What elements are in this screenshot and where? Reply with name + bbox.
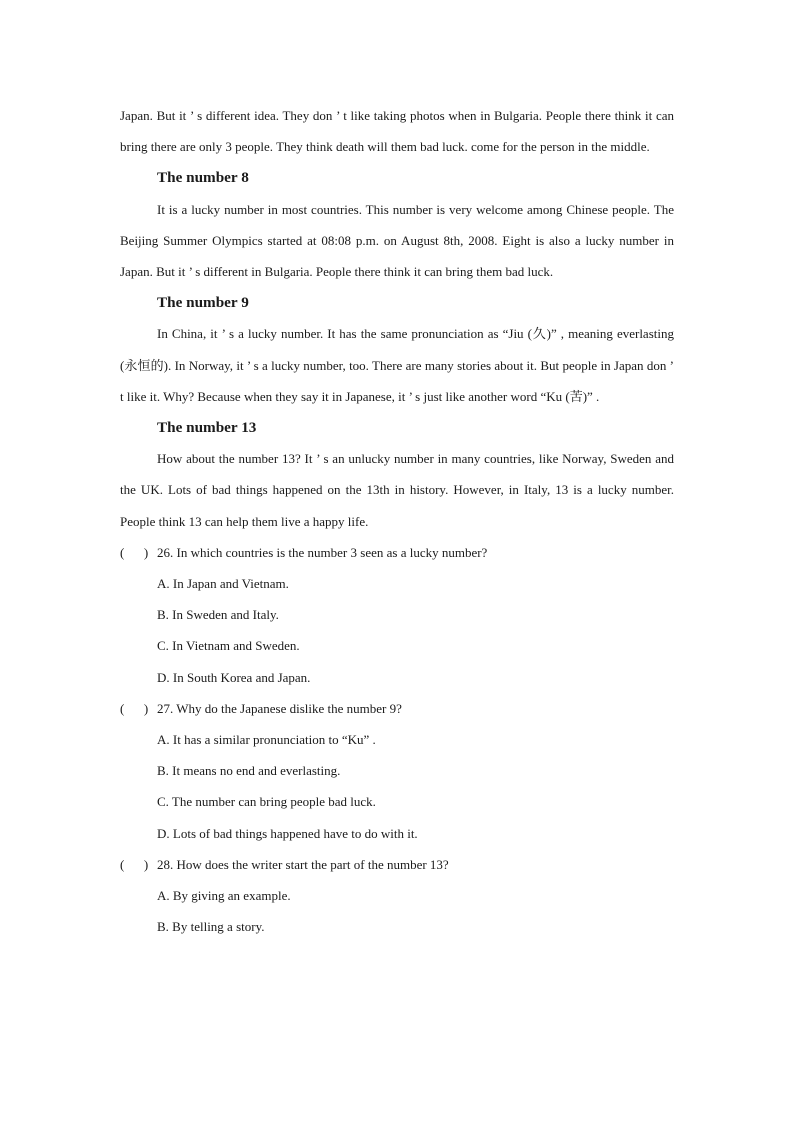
question-28-option-a: A. By giving an example. [157, 888, 291, 904]
question-28-option-b: B. By telling a story. [157, 919, 265, 935]
question-27 [120, 693, 674, 724]
question-text: 27. Why do the Japanese dislike the number 9? [157, 700, 402, 716]
answer-blank[interactable]: ( ) [120, 856, 149, 872]
question-27-option-b: B. It means no end and everlasting. [157, 763, 341, 779]
section-paragraph-number-9: In China, it ’ s a lucky number. It has the same pronunciation as “Jiu (久)” , meaning everlasting (永恒的). In Norway, it ’ s a lucky number, too. There are many stories about it. But people in Japan don ’ t like it. Why? Because when they say it in Japanese, it ’ s just like another word “Ku (苦)” . [120, 326, 674, 404]
intro-paragraph: Japan. But it ’ s different idea. They don ’ t like taking photos when in Bulgaria. People there think it can bring there are only 3 people. They think death will them bad luck. come for the person in the middle. [120, 108, 674, 155]
section-heading-number-9: The number 9 [157, 294, 249, 312]
section-heading-number-13: The number 13 [157, 419, 257, 437]
question-text: 26. In which countries is the number 3 seen as a lucky number? [157, 544, 488, 560]
question-26-option-a: A. In Japan and Vietnam. [157, 576, 289, 592]
question-26-option-c: C. In Vietnam and Sweden. [157, 638, 300, 654]
question-26 [120, 537, 674, 568]
question-27-option-d: D. Lots of bad things happened have to do with it. [157, 825, 418, 841]
question-28 [120, 849, 674, 880]
question-27-option-a: A. It has a similar pronunciation to “Ku” . [157, 732, 376, 748]
question-text: 28. How does the writer start the part of the number 13? [157, 856, 449, 872]
answer-blank[interactable]: ( ) [120, 544, 149, 560]
document-page [120, 100, 674, 942]
answer-blank[interactable]: ( ) [120, 700, 149, 716]
section-heading-number-8: The number 8 [157, 169, 249, 187]
question-27-option-c: C. The number can bring people bad luck. [157, 794, 376, 810]
question-26-option-d: D. In South Korea and Japan. [157, 669, 311, 685]
question-26-option-b: B. In Sweden and Italy. [157, 607, 279, 623]
section-paragraph-number-13: How about the number 13? It ’ s an unlucky number in many countries, like Norway, Sweden and the UK. Lots of bad things happened on the 13th in history. However, in Italy, 13 is a lucky number. People think 13 can help them live a happy life. [120, 451, 674, 529]
section-paragraph-number-8: It is a lucky number in most countries. This number is very welcome among Chinese people. The Beijing Summer Olympics started at 08:08 p.m. on August 8th, 2008. Eight is also a lucky number in Japan. But it ’ s different in Bulgaria. People there think it can bring them bad luck. [120, 201, 674, 280]
